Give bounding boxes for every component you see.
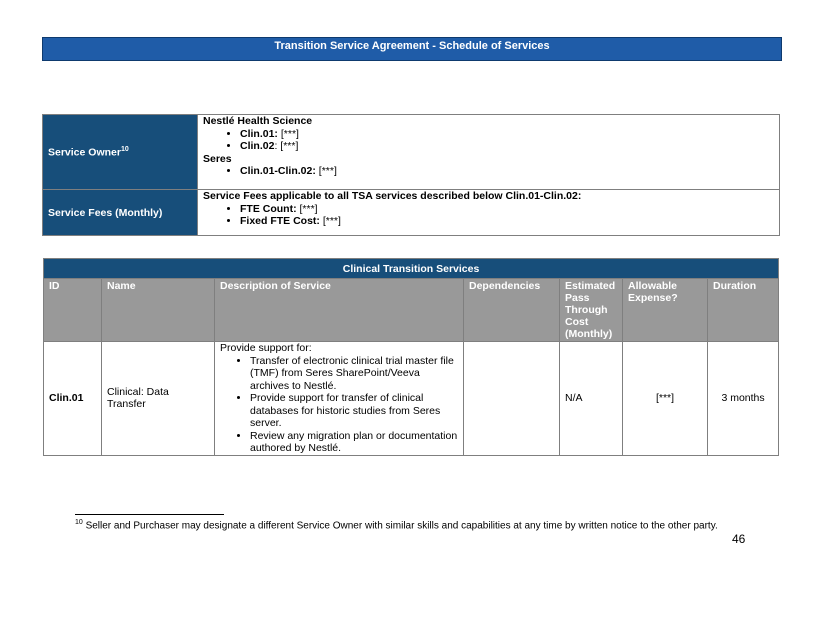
header-allowable: Allowable Expense? — [623, 279, 708, 342]
nestle-owner-list — [203, 128, 774, 153]
list-item — [240, 140, 774, 153]
owner-value: [***] — [318, 165, 337, 177]
service-owner-table — [42, 114, 780, 236]
footnote-divider — [75, 514, 224, 515]
footnote — [75, 519, 718, 531]
owner-code: Clin.01: — [240, 127, 278, 140]
service-fees-value-cell — [198, 190, 780, 236]
agreement-title-banner — [42, 37, 782, 61]
fee-value: [***] — [299, 202, 318, 215]
footnote-number: 10 — [75, 519, 83, 526]
service-cost: N/A — [560, 342, 623, 456]
owner-value: : [***] — [274, 140, 299, 152]
description-intro: Provide support for: — [220, 342, 312, 354]
service-duration: 3 months — [708, 342, 779, 456]
service-owner-row — [43, 115, 780, 190]
service-name: Clinical: Data Transfer — [102, 342, 215, 456]
service-owner-footnote-ref: 10 — [120, 145, 129, 153]
seres-owner-list — [203, 165, 774, 178]
service-fees-label: Service Fees (Monthly) — [48, 206, 163, 219]
table-row — [44, 342, 779, 456]
fee-value: [***] — [322, 215, 341, 227]
service-owner-label: Service Owner — [48, 146, 121, 159]
services-title: Clinical Transition Services — [44, 259, 779, 279]
services-header-row — [44, 279, 779, 342]
owner-code: Clin.02 — [240, 140, 275, 152]
list-item — [240, 128, 774, 141]
list-item: • Provide support for transfer of clinical databases for historic studies from Seres server. — [250, 392, 458, 430]
header-dependencies: Dependencies — [464, 279, 560, 342]
header-description: Description of Service — [215, 279, 464, 342]
fees-intro: Service Fees applicable to all TSA services described below Clin.01-Clin.02: — [203, 190, 582, 202]
description-list — [220, 355, 458, 455]
list-item — [240, 203, 774, 216]
service-id: Clin.01 — [44, 342, 102, 456]
org-nestle: Nestlé Health Science — [203, 115, 313, 127]
clinical-services-table — [43, 258, 779, 456]
header-cost: Estimated Pass Through Cost (Monthly) — [560, 279, 623, 342]
services-title-row — [44, 259, 779, 279]
fee-code: Fixed FTE Cost: — [240, 215, 320, 227]
org-seres: Seres — [203, 152, 232, 165]
fee-code: FTE Count: — [240, 202, 297, 215]
header-id: ID — [44, 279, 102, 342]
service-owner-value-cell — [198, 115, 780, 190]
agreement-title: Transition Service Agreement - Schedule of Services — [274, 40, 550, 52]
service-allowable: [***] — [623, 342, 708, 456]
service-fees-label-cell — [43, 190, 198, 236]
list-item: • Transfer of electronic clinical trial master file (TMF) from Seres SharePoint/Veeva archives to Nestlé. — [250, 355, 458, 393]
page-number: 46 — [732, 532, 746, 546]
owner-code: Clin.01-Clin.02: — [240, 165, 316, 177]
service-owner-label-cell — [43, 115, 198, 190]
header-name: Name — [102, 279, 215, 342]
fees-list — [203, 203, 774, 228]
footnote-text: Seller and Purchaser may designate a different Service Owner with similar skills and capabilities at any time by written notice to the other party. — [82, 520, 718, 532]
owner-value: [***] — [280, 127, 299, 140]
service-description — [215, 342, 464, 456]
service-fees-row — [43, 190, 780, 236]
header-duration: Duration — [708, 279, 779, 342]
list-item — [240, 165, 774, 178]
list-item: • Review any migration plan or documentation authored by Nestlé. — [250, 430, 458, 455]
service-dependencies — [464, 342, 560, 456]
list-item — [240, 215, 774, 228]
